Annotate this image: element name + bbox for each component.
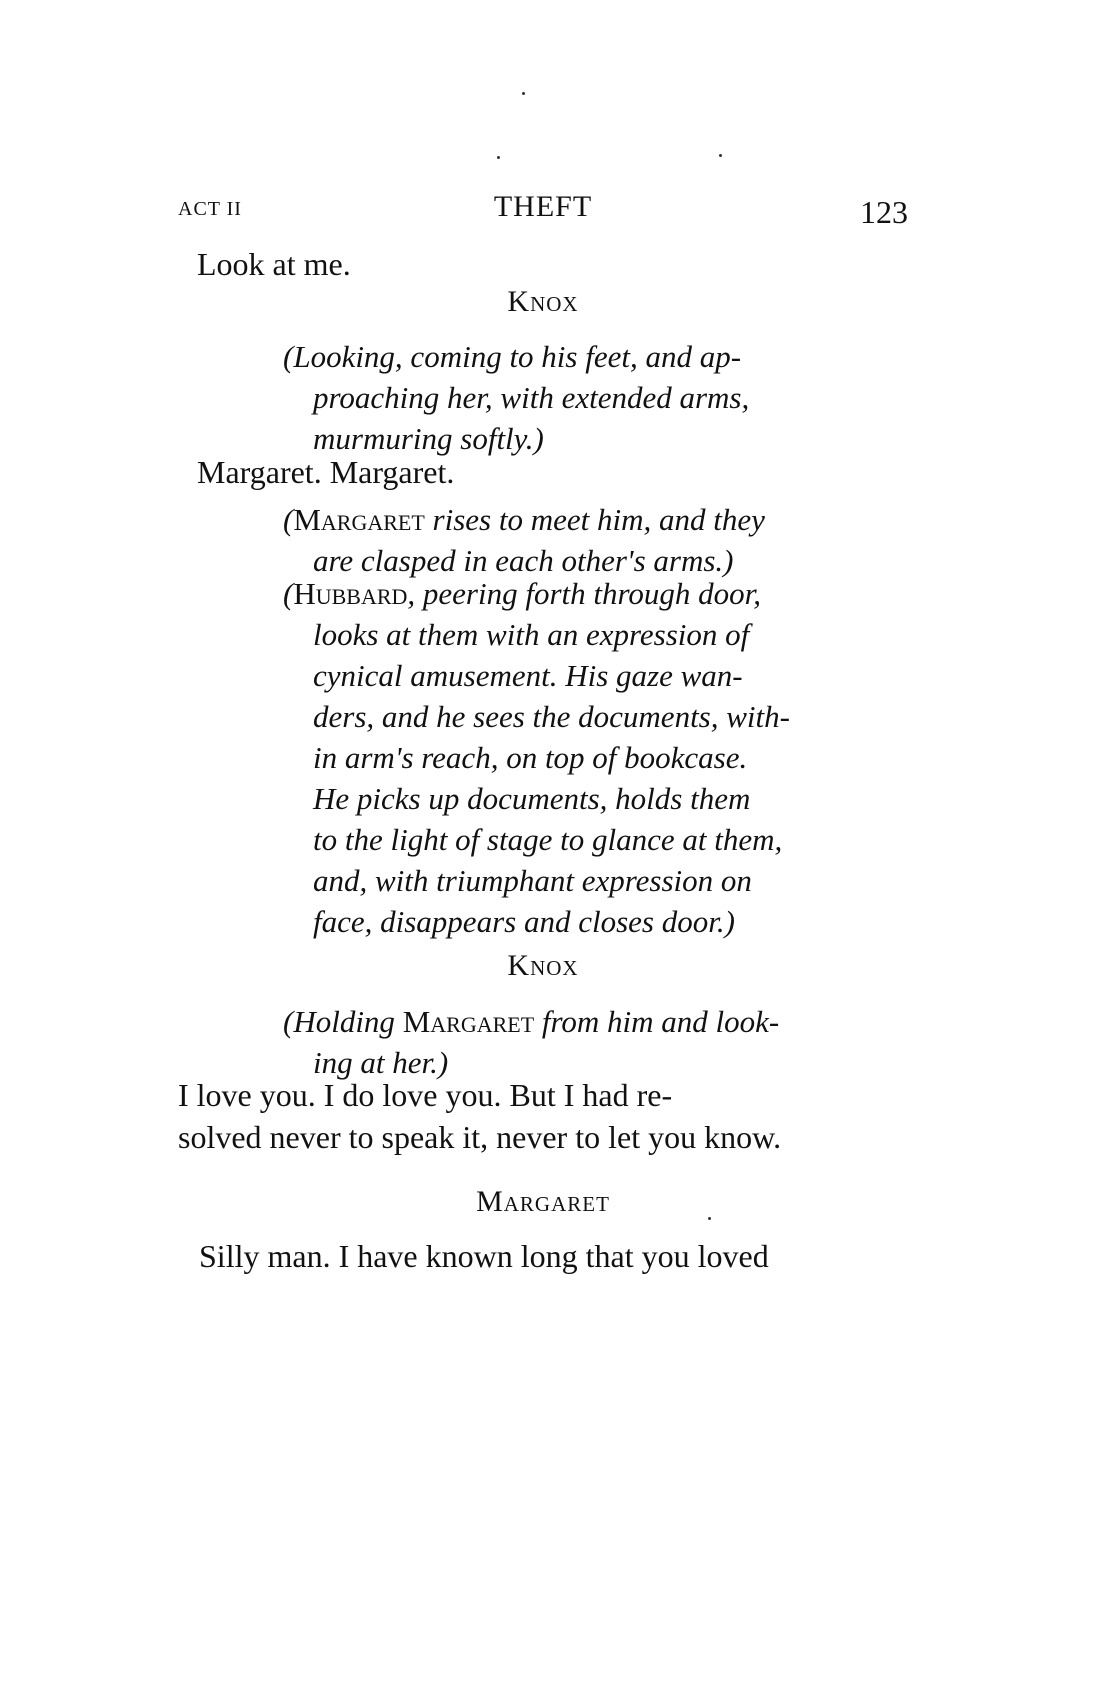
- direction-line: are clasped in each other's arms.): [313, 543, 734, 578]
- direction-line: rises to meet him, and they: [424, 502, 765, 537]
- direction-line: He picks up documents, holds them: [313, 781, 751, 816]
- direction-line: (Holding: [283, 1004, 403, 1039]
- stage-direction: [283, 336, 908, 459]
- direction-line: ders, and he sees the documents, with-: [313, 699, 790, 734]
- direction-line: to the light of stage to glance at them,: [313, 822, 783, 857]
- direction-line: looks at them with an expression of: [313, 617, 750, 652]
- running-header: [178, 190, 908, 230]
- direction-line: (Looking, coming to his feet, and ap-: [283, 339, 742, 374]
- header-act: ACT II: [178, 198, 242, 220]
- speaker-name: Margaret: [476, 1185, 610, 1218]
- direction-line: , peering forth through door,: [407, 576, 762, 611]
- header-title: THEFT: [493, 190, 593, 223]
- stage-direction: [283, 1001, 908, 1083]
- speech-line: solved never to speak it, never to let you know.: [178, 1119, 782, 1155]
- stage-direction: [283, 573, 908, 942]
- direction-line: proaching her, with extended arms,: [313, 380, 750, 415]
- direction-paren: (: [283, 576, 294, 611]
- direction-line: cynical amusement. His gaze wan-: [313, 658, 743, 693]
- speaker-name: Knox: [507, 949, 579, 982]
- dialogue-line: Margaret. Margaret.: [197, 454, 455, 490]
- scan-speck: [719, 154, 722, 157]
- dialogue-line: Silly man. I have known long that you loved: [199, 1238, 769, 1274]
- character-name: Margaret: [402, 1004, 535, 1039]
- dialogue-line: Look at me.: [197, 246, 351, 282]
- page-number: 123: [860, 194, 908, 230]
- dialogue-speech: [178, 1074, 908, 1158]
- direction-line: in arm's reach, on top of bookcase.: [313, 740, 748, 775]
- direction-line: from him and look-: [534, 1004, 780, 1039]
- speech-line: I love you. I do love you. But I had re-: [178, 1077, 673, 1113]
- stage-direction: [283, 499, 908, 581]
- scan-speck: [497, 156, 500, 159]
- direction-line: and, with triumphant expression on: [313, 863, 752, 898]
- character-name: Hubbard: [293, 576, 408, 611]
- direction-paren: (: [283, 502, 294, 537]
- direction-line: ing at her.): [313, 1045, 449, 1080]
- direction-line: face, disappears and closes door.): [313, 904, 735, 939]
- scan-speck: [522, 92, 525, 95]
- character-name: Margaret: [293, 502, 425, 537]
- speaker-name: Knox: [507, 285, 579, 318]
- direction-line: murmuring softly.): [313, 421, 544, 456]
